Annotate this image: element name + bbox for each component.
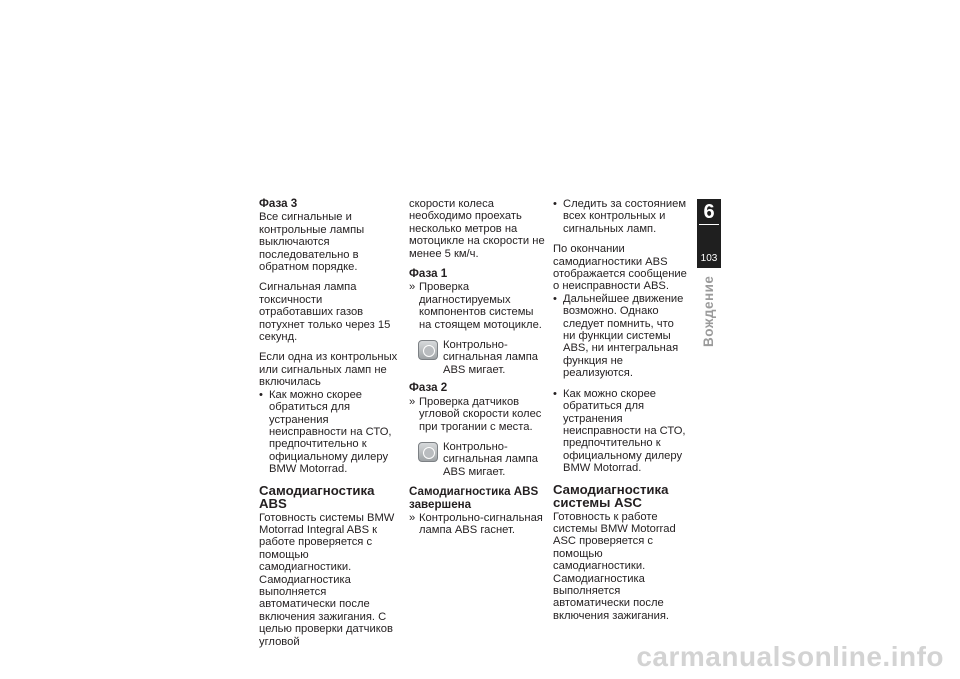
phase2-note [418, 441, 545, 478]
service-bullet: • Как можно скорее обратиться для устранения неисправности на СТО, предпочтительно к официальному дилеру BMW Motorrad. [259, 389, 399, 476]
chapter-tab [697, 199, 721, 268]
selfdiagnosis-done-heading: Самодиагностика ABS завершена [409, 485, 539, 511]
page-number: 103 [700, 253, 718, 264]
phase3-text: Все сигнальные и контрольные лампы выключаются последовательно в обратном порядке. [259, 211, 365, 274]
phase1-step: » Проверка диагностируемых компонентов системы на стоящем мотоцикле. [409, 281, 545, 331]
column-1 [259, 198, 399, 656]
phase2-step: » Проверка датчиков угловой скорости колес при трогании с места. [409, 396, 545, 433]
done-step: » Контрольно-сигнальная лампа ABS гаснет. [409, 512, 545, 537]
section-title: Вождение [701, 275, 716, 347]
chapter-number: 6 [703, 201, 715, 223]
phase2-note-text: Контрольно-сигнальная лампа ABS мигает. [443, 440, 538, 478]
column-3 [553, 198, 689, 630]
phase3-heading: Фаза 3 [259, 197, 298, 210]
column-2 [409, 198, 545, 545]
chapter-divider [699, 224, 719, 225]
asc-selfdiagnosis-heading: Самодиагностика системы ASC [553, 481, 669, 511]
service-bullet: • Как можно скорее обратиться для устранения неисправности на СТО, предпочтительно к официальному дилеру BMW Motorrad. [553, 388, 689, 475]
phase1-heading: Фаза 1 [409, 267, 448, 281]
exhaust-lamp-text: Сигнальная лампа токсичности отработавших газов потухнет только через 15 секунд. [259, 281, 391, 344]
lamp-failure-text: Если одна из контрольных или сигнальных ламп не включилась [259, 351, 398, 389]
further-driving-bullet: • Дальнейшее движение возможно. Однако следует помнить, что ни функции системы ABS, ни интегральная функция не реализуются. [553, 293, 689, 380]
after-diagnosis-text: По окончании самодиагностики ABS отображается сообщение о неисправности ABS. [553, 243, 687, 293]
phase2-heading: Фаза 2 [409, 381, 448, 395]
phase1-note-text: Контрольно-сигнальная лампа ABS мигает. [443, 339, 538, 376]
speed-continuation-text: скорости колеса необходимо проехать несколько метров на мотоцикле на скорости не менее 5 км/ч. [409, 198, 545, 260]
abs-selfdiagnosis-heading: Самодиагностика ABS [259, 482, 375, 512]
phase1-note [418, 339, 545, 376]
abs-warning-lamp-icon [418, 442, 438, 462]
abs-selfdiagnosis-text: Готовность системы BMW Motorrad Integral ABS к работе проверяется с помощью самодиагностики. Самодиагностика выполняется автоматически после включения зажигания. С целью проверки датчиков угловой [259, 511, 395, 648]
asc-selfdiagnosis-text: Готовность к работе системы BMW Motorrad ASC проверяется с помощью самодиагностики. Самодиагностика выполняется автоматически после включения зажигания. [553, 510, 676, 622]
watermark: carmanualsonline.info [636, 641, 944, 672]
abs-warning-lamp-icon [418, 340, 438, 360]
watch-lamps-bullet: • Следить за состоянием всех контрольных и сигнальных ламп. [553, 198, 689, 235]
